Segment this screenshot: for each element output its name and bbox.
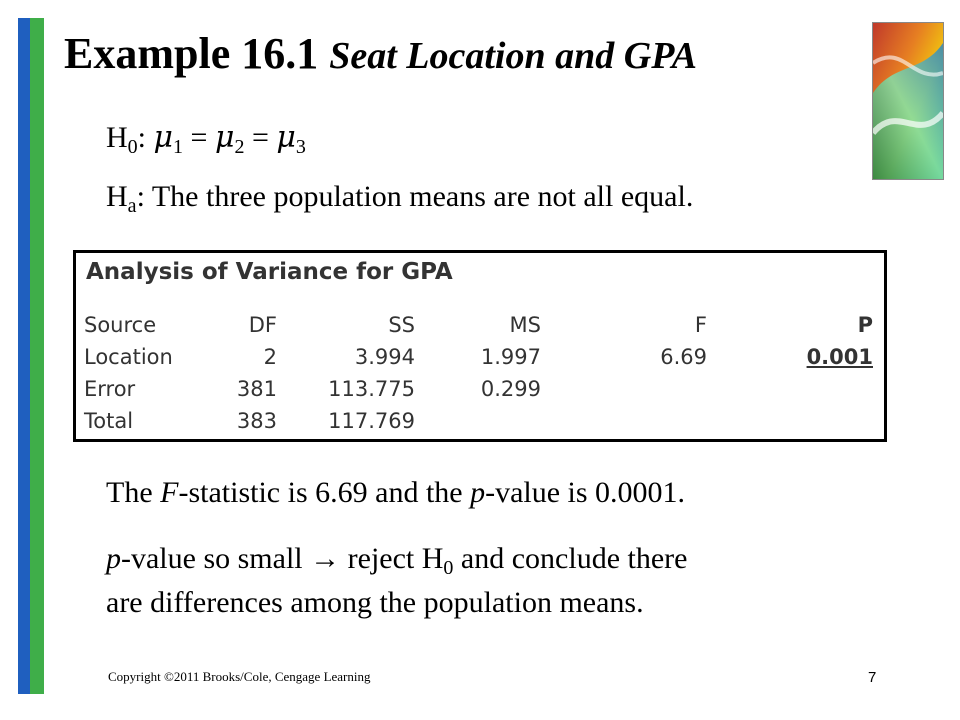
- cell-f: [541, 405, 707, 437]
- cell-source: Total: [84, 409, 134, 433]
- cell-p-value: [707, 373, 873, 405]
- alternative-hypothesis: $H_a$: The three population means are not all equal.: [106, 180, 694, 217]
- title-subtitle: Seat Location and GPA: [329, 35, 697, 77]
- cell-source: Error: [84, 377, 136, 401]
- page-number: 7: [868, 669, 877, 686]
- cell-df: 2: [263, 345, 277, 369]
- f-statistic-statement: The F-statistic is 6.69 and the p-value is 0.0001.: [106, 476, 686, 509]
- col-header-df: DF: [248, 313, 277, 337]
- decorative-graphic: [872, 22, 944, 180]
- cell-p-value: [707, 405, 873, 437]
- table-row: [84, 405, 873, 437]
- null-hypothesis: $H_0$: $\mu_1 = \mu_2 = \mu_3$: [106, 120, 306, 158]
- cell-df: 381: [236, 377, 277, 401]
- cell-ss: 3.994: [354, 345, 415, 369]
- cell-ms: 0.299: [480, 377, 541, 401]
- cell-f: 6.69: [660, 345, 707, 369]
- col-header-ss: SS: [388, 313, 415, 337]
- cell-p-value: 0.001: [806, 345, 873, 369]
- table-row: [84, 341, 873, 373]
- cell-df: 383: [236, 409, 277, 433]
- cell-ss: 117.769: [328, 409, 415, 433]
- conclusion-line-2: are differences among the population means.: [106, 586, 644, 619]
- cell-ms: [415, 405, 541, 437]
- conclusion-line-1: p-value so small → reject $H_0$ and conclude there: [106, 542, 688, 579]
- col-header-ms: MS: [509, 313, 541, 337]
- title-main: Example 16.1: [64, 29, 319, 78]
- col-header-p: P: [857, 313, 873, 337]
- copyright-footer: Copyright ©2011 Brooks/Cole, Cengage Learning: [108, 669, 371, 684]
- slide-title: [64, 28, 697, 79]
- cell-ms: 1.997: [480, 345, 541, 369]
- left-accent-bar-green: [30, 18, 44, 694]
- cell-f: [541, 373, 707, 405]
- arrow-icon: →: [310, 542, 341, 575]
- anova-output-box: [73, 250, 887, 442]
- anova-title: Analysis of Variance for GPA: [86, 259, 453, 285]
- cell-source: Location: [84, 345, 173, 369]
- left-accent-bar-blue: [18, 18, 30, 694]
- col-header-source: Source: [84, 313, 157, 337]
- col-header-f: F: [694, 313, 707, 337]
- cell-ss: 113.775: [328, 377, 415, 401]
- anova-header-row: [84, 309, 873, 341]
- anova-table: [84, 309, 873, 437]
- table-row: [84, 373, 873, 405]
